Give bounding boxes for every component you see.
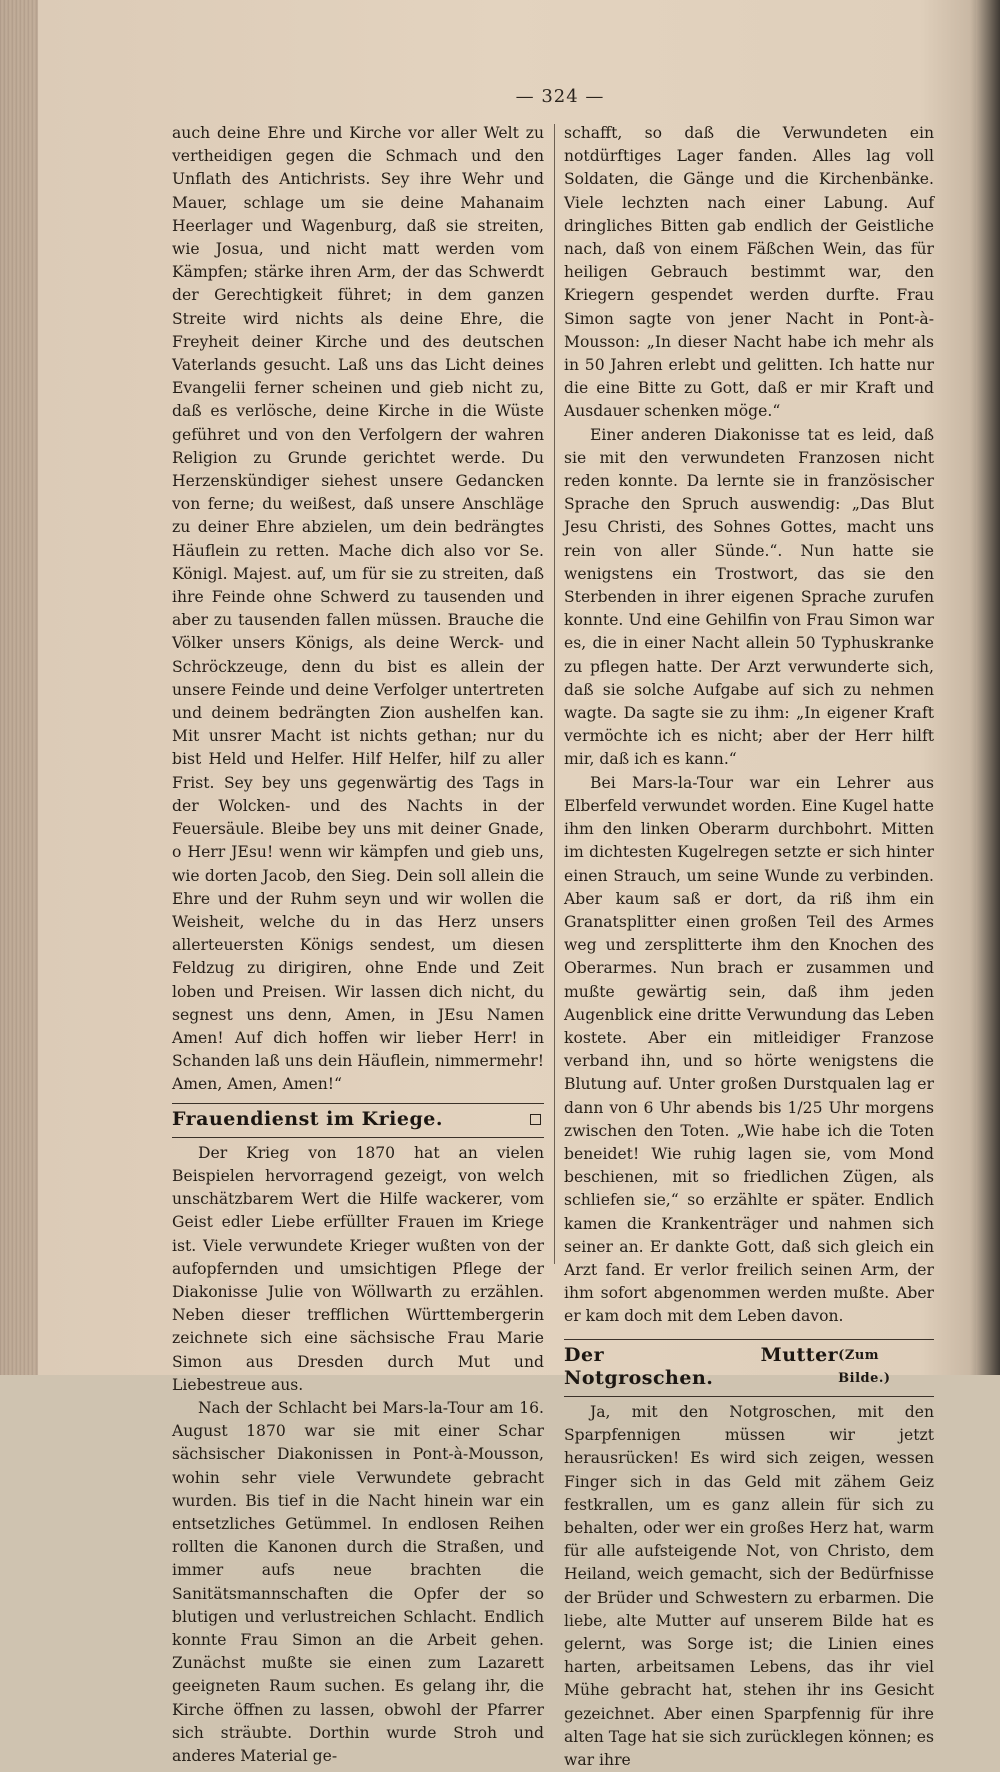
article-paragraph: schafft, so daß die Verwundeten ein notdürftiges Lager fanden. Alles lag voll Soldaten, die Gänge und die Kirchenbänke. Viele lechzten nach einer Labung. Auf dringliches Bitten gab endlich der Geistliche nach, daß von einem Fäßchen Wein, das für heiligen Gebrauch bestimmt war, den Kriegern gespendet werden durfte. Frau Simon sagte von jener Nacht in Pont-à-Mousson: „In dieser Nacht habe ich mehr als in 50 Jahren erlebt und gelitten. Ich hatte nur die eine Bitte zu Gott, daß er mir Kraft und Ausdauer schenken möge.“ [564, 124, 934, 421]
left-column [172, 122, 544, 1768]
column-divider [554, 124, 555, 1264]
section-title: Frauendienst im Kriege. [172, 1107, 443, 1130]
section-rule [564, 1396, 934, 1397]
article-paragraph: Bei Mars-la-Tour war ein Lehrer aus Elberfeld verwundet worden. Eine Kugel hatte ihm den linken Oberarm durchbohrt. Mitten im dichtesten Kugelregen setzte er sich hinter einen Strauch, um seine Wunde zu verbinden. Aber kaum saß er dort, da riß ihm ein Granatsplitter einen großen Teil des Armes weg und zersplitterte ihm den Knochen des Oberarmes. Nun brach er zusammen und mußte gewärtig sein, daß ihm jeden Augenblick eine dritte Verwundung das Leben kostete. Aber ein mitleidiger Franzose verband ihn, und so hörte wenigstens die Blutung auf. Unter großen Durstqualen lag er dann von 6 Uhr abends bis 1/25 Uhr morgens zwischen den Toten. „Wie habe ich die Toten beneidet! Wie ruhig lagen sie, vom Mond beschienen, mit so friedlichen Zügen, als schliefen sie,“ so erzählte er später. Endlich kamen die Krankenträger und nahmen sich seiner an. Er dankte Gott, daß sich gleich ein Arzt fand. Er verlor freilich seinen Arm, der ihm sofort abgenommen werden mußte. Aber er kam doch mit dem Leben davon. [564, 773, 934, 1326]
section-subtitle: (Zum Bilde.) [838, 1347, 891, 1386]
section-rule [564, 1339, 934, 1340]
article-paragraph: Ja, mit den Notgroschen, mit den Sparpfennigen müssen wir jetzt herausrücken! Es wird sich zeigen, wessen Finger sich in das Geld mit zähem Geiz festkrallen, um es ganz allein für sich zu behalten, oder wer ein großes Herz hat, warm für alle aufsteigende Not, von Christo, dem Heiland, weich gemacht, sich der Bedürfnisse der Brüder und Schwestern zu erbarmen. Die liebe, alte Mutter auf unserem Bilde hat es gelernt, was Sorge ist; die Linien eines harten, arbeitsamen Lebens, das ihr viel Mühe gebracht hat, stehen ihr ins Gesicht gezeichnet. Aber einen Sparpfennig für ihre alten Tage hat sie sich zurücklegen können; es war ihre [564, 1402, 934, 1770]
section-rule [172, 1137, 544, 1138]
page-number: — 324 — [515, 86, 605, 107]
book-edge-left [0, 0, 38, 1375]
prayer-paragraph: auch deine Ehre und Kirche vor aller Welt zu vertheidigen gegen die Schmach und den Unflath des Antichrists. Sey ihre Wehr und Mauer, schlage um sie deine Mahanaim Heerlager und Wagenburg, daß sie streiten, wie Josua, und nicht matt werden vom Kämpfen; stärke ihren Arm, der das Schwerdt der Gerechtigkeit führet; in dem ganzen Streite wird nichts als deine Ehre, die Freyheit deiner Kirche und des deutschen Vaterlands gesucht. Laß uns das Licht deines Evangelii ferner scheinen und gieb nicht zu, daß es verlösche, deine Kirche in die Wüste geführet und von den Verfolgern der wahren Religion zu Grunde gerichtet werde. Du Herzenskündiger siehest unsere Gedancken von ferne; du weißest, daß unsere Anschläge zu deiner Ehre abzielen, um dein bedrängtes Häuflein zu retten. Mache dich also vor Se. Königl. Majest. auf, um für sie zu streiten, daß ihre Feinde ohne Schwerd zu tausenden und aber zu tausenden fallen müssen. Brauche die Völker unsers Königs, als deine Werck- und Schröckzeuge, denn du bist es allein der unsere Feinde und deine Verfolger untertreten und deinem bedrängten Zion aushelfen kan. Mit unsrer Macht ist nichts gethan; nur du bist Held und Helfer. Hilf Helfer, hilf zu aller Frist. Sey bey uns gegenwärtig des Tags in der Wolcken- und des Nachts in der Feuersäule. Bleibe bey uns mit deiner Gnade, o Herr JEsu! wenn wir kämpfen und gieb uns, wie dorten Jacob, den Sieg. Dein soll allein die Ehre und der Ruhm seyn und wir wollen die Weisheit, welche du in das Herz unsers allerteuersten Königs sendest, um diesen Feldzug zu dirigiren, ohne Ende und Zeit loben und Preisen. Wir lassen dich nicht, du segnest uns denn, Amen, in JEsu Namen Amen! Auf dich hoffen wir lieber Herr! in Schanden laß uns dein Häuflein, nimmermehr! Amen, Amen, Amen!“ [172, 124, 544, 1094]
square-ornament-icon [530, 1114, 541, 1125]
section-rule [172, 1103, 544, 1104]
book-edge-right [976, 0, 1000, 1375]
article-paragraph: Einer anderen Diakonisse tat es leid, daß sie mit den verwundeten Franzosen nicht reden konnte. Da lernte sie in französischer Sprache den Spruch auswendig: „Das Blut Jesu Christi, des Sohnes Gottes, macht uns rein von aller Sünde.“. Nun hatte sie wenigstens ein Trostwort, das sie den Sterbenden in ihrer eigenen Sprache zurufen konnte. Und eine Gehilfin von Frau Simon war es, die in einer Nacht allein 50 Typhuskranke zu pflegen hatte. Der Arzt verwunderte sich, daß sie solche Aufgabe auf sich zu nehmen wagte. Da sagte sie zu ihm: „In eigener Kraft vermöchte ich es nicht; aber der Herr hilft mir, daß ich es kann.“ [564, 425, 934, 769]
article-paragraph: Nach der Schlacht bei Mars-la-Tour am 16. August 1870 war sie mit einer Schar sächsischer Diakonissen in Pont-à-Mousson, wohin sehr viele Verwundete gebracht wurden. Bis tief in die Nacht hinein war ein entsetzliches Getümmel. In endlosen Reihen rollten die Kanonen durch die Straßen, und immer aufs neue brachten die Sanitätsmannschaften die Opfer der so blutigen und verlustreichen Schlacht. Endlich konnte Frau Simon an die Arbeit gehen. Zunächst mußte sie einen zum Lazarett geeigneten Raum suchen. Es gelang ihr, die Kirche öffnen zu lassen, obwohl der Pfarrer sich sträubte. Dorthin wurde Stroh und anderes Material ge- [172, 1398, 544, 1766]
article-paragraph: Der Krieg von 1870 hat an vielen Beispielen hervorragend gezeigt, von welch unschätzbarem Wert die Hilfe wackerer, vom Geist edler Liebe erfüllter Frauen im Kriege ist. Viele verwundete Krieger wußten von der aufopfernden und umsichtigen Pflege der Diakonisse Julie von Wöllwarth zu erzählen. Neben dieser trefflichen Württembergerin zeichnete sich eine sächsische Frau Marie Simon aus Dresden durch Mut und Liebestreue aus. [172, 1143, 544, 1394]
section-heading-frauendienst [172, 1108, 544, 1131]
section-title: Der Mutter Notgroschen. [564, 1343, 839, 1389]
right-column [564, 122, 934, 1772]
section-heading-notgroschen [564, 1344, 934, 1390]
